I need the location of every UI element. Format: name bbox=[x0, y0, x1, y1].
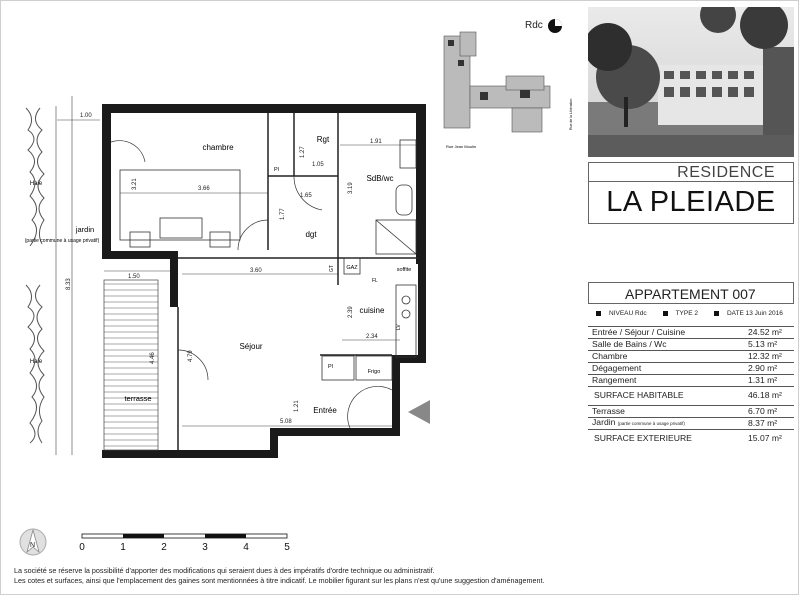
scale-tick: 5 bbox=[284, 542, 290, 553]
label-frigo: Frigo bbox=[367, 369, 381, 375]
svg-text:5.08: 5.08 bbox=[280, 419, 292, 425]
room-sejour: Séjour bbox=[239, 342, 263, 351]
north-label: N bbox=[30, 542, 36, 549]
jardin-note: (partie commune à usage privatif) bbox=[24, 238, 100, 244]
apartment-title: APPARTEMENT 007 bbox=[588, 282, 794, 304]
table-row: Rangement 1.31 m² bbox=[588, 375, 794, 387]
scale-bar bbox=[72, 532, 302, 556]
site-plan bbox=[440, 30, 580, 150]
bed bbox=[120, 170, 240, 247]
label-gaz: GAZ bbox=[346, 265, 358, 271]
table-row: Terrasse 6.70 m² bbox=[588, 406, 794, 418]
table-row: Jardin (partie commune à usage privatif) 8.37 m² bbox=[588, 418, 794, 430]
table-row: Chambre 12.32 m² bbox=[588, 351, 794, 363]
square-icon bbox=[714, 311, 719, 316]
bathroom-fixtures bbox=[376, 140, 416, 254]
meta-date: DATE 13 Juin 2016 bbox=[726, 310, 783, 317]
room-rgt: Rgt bbox=[316, 135, 330, 144]
svg-text:3.19: 3.19 bbox=[348, 182, 354, 194]
svg-text:4.79: 4.79 bbox=[188, 350, 194, 362]
north-arrow-icon bbox=[18, 524, 48, 560]
svg-text:4.46: 4.46 bbox=[150, 352, 156, 364]
hedge-label-bottom: Haie bbox=[29, 359, 43, 365]
surface-habitable-row: SURFACE HABITABLE 46.18 m² bbox=[594, 390, 782, 400]
exterior-surface-table bbox=[588, 405, 794, 444]
svg-text:8.33: 8.33 bbox=[66, 278, 72, 290]
label-lv: LV bbox=[396, 324, 402, 330]
scale-tick: 2 bbox=[161, 542, 167, 553]
room-sdb: SdB/wc bbox=[366, 174, 394, 183]
meta-type: TYPE 2 bbox=[675, 310, 698, 317]
label-pl-bed: Pl bbox=[274, 167, 279, 173]
scale-tick: 4 bbox=[243, 542, 249, 553]
svg-text:1.05: 1.05 bbox=[312, 162, 324, 168]
room-chambre: chambre bbox=[202, 143, 234, 152]
svg-text:1.21: 1.21 bbox=[294, 400, 300, 412]
disclaimer bbox=[14, 566, 594, 586]
room-surface-table bbox=[588, 326, 794, 401]
hedge-top bbox=[26, 108, 44, 246]
partitions bbox=[178, 113, 418, 450]
disclaimer-line: Les cotes et surfaces, ainsi que l'emplacement des gaines sont mentionnées à titre indicatif. Le mobilier figurant sur les plans n'est qu'une suggestion d'aménagement. bbox=[14, 576, 545, 585]
label-gt: GT bbox=[329, 265, 335, 272]
room-jardin: jardin bbox=[75, 225, 95, 234]
svg-text:3.60: 3.60 bbox=[250, 268, 262, 274]
level-marker: Rdc bbox=[525, 20, 543, 31]
residence-label: RESIDENCE bbox=[589, 163, 793, 182]
square-icon bbox=[596, 311, 601, 316]
surface-exterieure-row: SURFACE EXTERIEURE 15.07 m² bbox=[594, 433, 782, 443]
building-rendering-image bbox=[588, 7, 794, 157]
label-soffite: soffite bbox=[396, 267, 412, 273]
svg-text:1.50: 1.50 bbox=[128, 274, 140, 280]
scale-tick: 0 bbox=[79, 542, 85, 553]
label-pl-kitchen: Pl bbox=[328, 364, 333, 370]
room-entree: Entrée bbox=[313, 406, 337, 415]
svg-text:1.91: 1.91 bbox=[370, 139, 382, 145]
entrance-arrow bbox=[408, 400, 430, 424]
svg-text:3.21: 3.21 bbox=[132, 178, 138, 190]
svg-text:2.39: 2.39 bbox=[348, 306, 354, 318]
meta-niveau: NIVEAU Rdc bbox=[609, 310, 647, 317]
residence-name: LA PLEIADE bbox=[606, 186, 776, 218]
table-row: Salle de Bains / Wc 5.13 m² bbox=[588, 339, 794, 351]
apartment-meta bbox=[588, 308, 794, 319]
label-fl: FL bbox=[372, 278, 378, 284]
table-row: Entrée / Séjour / Cuisine 24.52 m² bbox=[588, 327, 794, 339]
svg-text:2.34: 2.34 bbox=[366, 334, 378, 340]
svg-text:1.77: 1.77 bbox=[280, 208, 286, 220]
scale-tick: 3 bbox=[202, 542, 208, 553]
residence-title-box bbox=[588, 162, 794, 224]
room-dgt: dgt bbox=[305, 230, 317, 239]
svg-text:1.00: 1.00 bbox=[80, 113, 92, 119]
svg-text:1.27: 1.27 bbox=[300, 146, 306, 158]
room-terrasse: terrasse bbox=[124, 394, 152, 403]
disclaimer-line: La société se réserve la possibilité d'apporter des modifications qui seraient dues à des impératifs d'ordre technique ou administratif. bbox=[14, 566, 435, 575]
svg-text:1.65: 1.65 bbox=[300, 193, 312, 199]
terrace-decking bbox=[104, 280, 158, 450]
svg-text:3.66: 3.66 bbox=[198, 186, 210, 192]
site-street-label: Rue Jean Moulin bbox=[446, 144, 477, 149]
room-cuisine: cuisine bbox=[359, 306, 385, 315]
table-row: Dégagement 2.90 m² bbox=[588, 363, 794, 375]
square-icon bbox=[663, 311, 668, 316]
hedge-label-top: Haie bbox=[29, 181, 43, 187]
site-side-label: Rue de la Libération bbox=[569, 98, 573, 130]
scale-tick: 1 bbox=[120, 542, 126, 553]
